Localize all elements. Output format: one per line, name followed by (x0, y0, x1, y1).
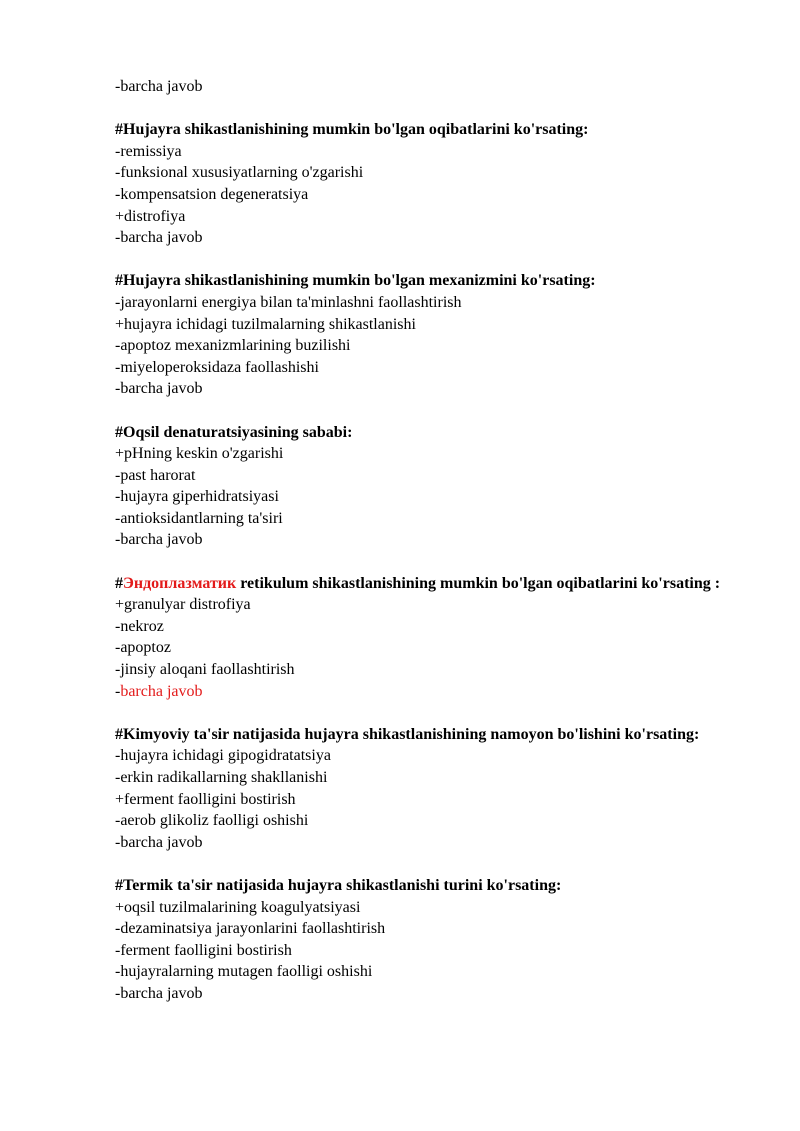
answer-option: -funksional xususiyatlarning o'zgarishi (115, 164, 364, 182)
spacer (115, 400, 743, 422)
answer-option: -apoptoz mexanizmlarining buzilishi (115, 337, 351, 355)
spacer (115, 249, 743, 271)
answer-option: -barcha javob (115, 380, 203, 398)
question-text: #Termik ta'sir natijasida hujayra shikastlanishi turini ko'rsating: (115, 876, 562, 894)
answer-option: -ferment faolligini bostirish (115, 941, 292, 959)
question-text (115, 573, 743, 595)
answer-option: -hujayra ichidagi gipogidratatsiya (115, 747, 331, 765)
answer-option: -aerob glikoliz faolligi oshishi (115, 812, 309, 830)
question-block (115, 270, 743, 400)
answer-option: +granulyar distrofiya (115, 596, 251, 614)
question-block (115, 573, 743, 703)
answer-option: -barcha javob (115, 229, 203, 247)
answer-option: -hujayralarning mutagen faolligi oshishi (115, 963, 373, 981)
answer-option: -remissiya (115, 142, 182, 160)
answer-option: -barcha javob (115, 531, 203, 549)
question-text: #Hujayra shikastlanishining mumkin bo'lgan oqibatlarini ko'rsating: (115, 121, 589, 139)
question-rest: retikulum shikastlanishining mumkin bo'lgan oqibatlarini ko'rsating : (236, 574, 721, 592)
answer-option: -jinsiy aloqani faollashtirish (115, 661, 295, 679)
answer-option: -jarayonlarni energiya bilan ta'minlashni faollashtirish (115, 293, 462, 311)
answer-option: +hujayra ichidagi tuzilmalarning shikastlanishi (115, 315, 416, 333)
answer-option: -antioksidantlarning ta'siri (115, 509, 283, 527)
answer-option: -barcha javob (115, 984, 203, 1002)
document-page (115, 76, 743, 1005)
answer-option: -past harorat (115, 466, 196, 484)
answer-option: +pHning keskin o'zgarishi (115, 445, 284, 463)
answer-option: -kompensatsion degeneratsiya (115, 185, 309, 203)
answer-option: -miyeloperoksidaza faollashishi (115, 358, 319, 376)
lead-option: -barcha javob (115, 78, 203, 95)
answer-option: +distrofiya (115, 207, 186, 225)
answer-option: -erkin radikallarning shakllanishi (115, 769, 328, 786)
spacer (115, 98, 743, 120)
question-text: #Hujayra shikastlanishining mumkin bo'lgan mexanizmini ko'rsating: (115, 272, 596, 290)
answer-option: -apoptoz (115, 639, 171, 657)
question-block (115, 119, 743, 249)
answer-option: +ferment faolligini bostirish (115, 790, 296, 808)
spacer (115, 702, 743, 724)
answer-option (115, 681, 743, 703)
answer-option: -nekroz (115, 617, 164, 635)
question-block (115, 724, 743, 854)
answer-option: -dezaminatsiya jarayonlarini faollashtirish (115, 920, 386, 938)
spacer (115, 853, 743, 875)
question-block (115, 875, 743, 1005)
option-prefix: - (115, 682, 121, 700)
question-prefix: # (115, 574, 123, 592)
answer-option: -barcha javob (115, 833, 203, 851)
question-block (115, 422, 743, 552)
spacer (115, 551, 743, 573)
answer-option: +oqsil tuzilmalarining koagulyatsiyasi (115, 898, 361, 916)
question-text: #Oqsil denaturatsiyasining sababi: (115, 423, 353, 441)
question-highlight: Эндоплазматик (123, 574, 237, 592)
answer-option: -hujayra giperhidratsiyasi (115, 488, 279, 506)
option-highlight: barcha javob (120, 682, 203, 700)
question-text: #Kimyoviy ta'sir natijasida hujayra shikastlanishining namoyon bo'lishini ko'rsating: (115, 725, 700, 743)
